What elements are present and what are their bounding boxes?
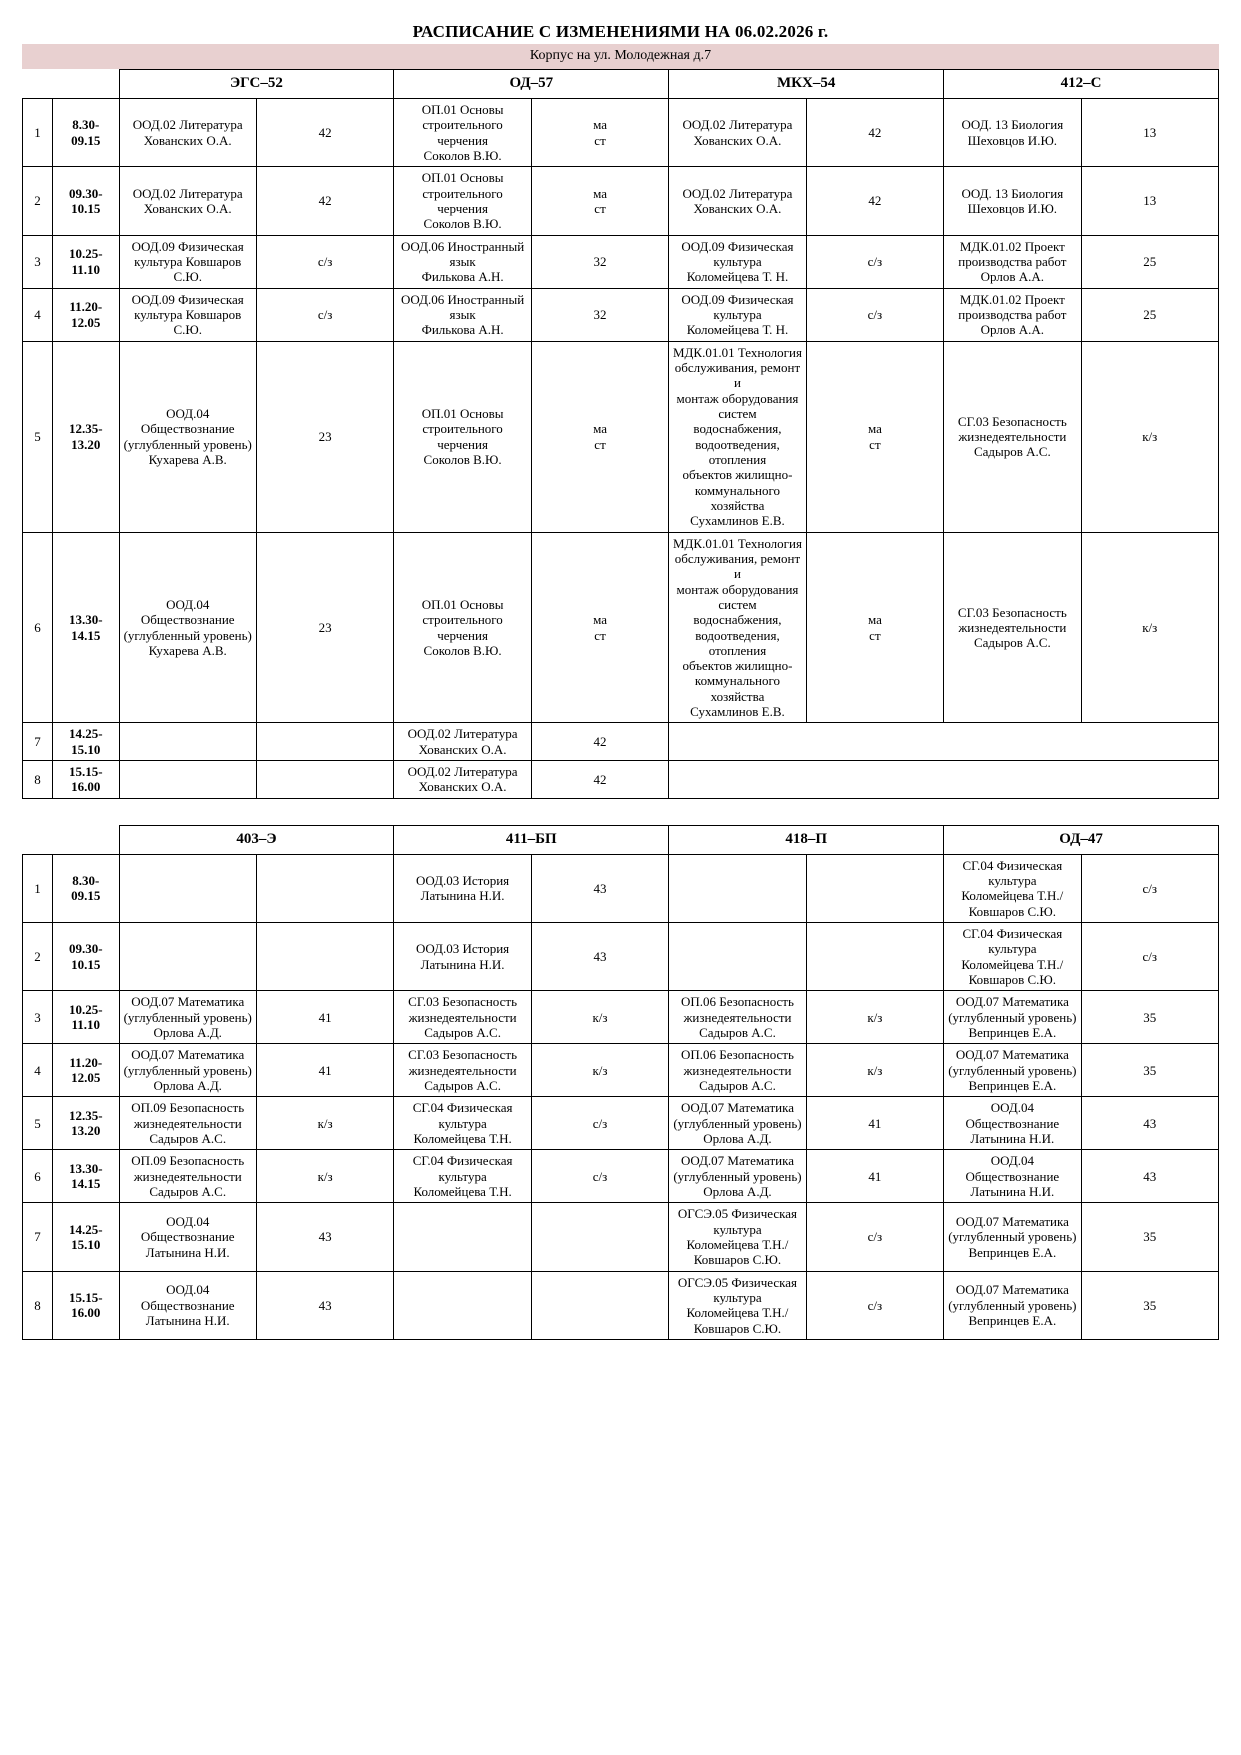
- lesson-cell: СГ.04 Физическая культура Коломейцева Т.Н.: [394, 1097, 531, 1150]
- lesson-cell: ООД.07 Математика (углубленный уровень) Орлова А.Д.: [669, 1097, 806, 1150]
- room-cell: 42: [256, 167, 393, 235]
- room-cell: ма ст: [806, 532, 943, 723]
- page-title: РАСПИСАНИЕ С ИЗМЕНЕНИЯМИ НА 06.02.2026 г.: [412, 22, 829, 41]
- room-cell: 42: [531, 723, 668, 761]
- room-cell: к/з: [531, 991, 668, 1044]
- group-header-1: ОД–57: [394, 70, 669, 99]
- lesson-time: 14.25- 15.10: [53, 723, 120, 761]
- table-row: [23, 1097, 1219, 1150]
- room-cell: ма ст: [531, 532, 668, 723]
- room-cell: 42: [256, 99, 393, 167]
- room-cell: 42: [531, 761, 668, 799]
- lesson-cell: МДК.01.02 Проект производства работ Орлов А.А.: [944, 288, 1081, 341]
- schedule-table-1: [22, 69, 1219, 799]
- room-cell: 13: [1081, 167, 1218, 235]
- lesson-cell: ОГСЭ.05 Физическая культура Коломейцева Т.Н./ Ковшаров С.Ю.: [669, 1203, 806, 1271]
- room-cell: с/з: [806, 288, 943, 341]
- room-cell: к/з: [256, 1097, 393, 1150]
- room-cell: 25: [1081, 288, 1218, 341]
- lesson-cell: СГ.03 Безопасность жизнедеятельности Садыров А.С.: [394, 1044, 531, 1097]
- lesson-cell: ОП.01 Основы строительного черчения Соколов В.Ю.: [394, 167, 531, 235]
- row-number: 6: [23, 1150, 53, 1203]
- room-cell: 32: [531, 235, 668, 288]
- room-cell: с/з: [806, 1271, 943, 1339]
- room-cell: 43: [1081, 1150, 1218, 1203]
- lesson-cell: [119, 723, 256, 761]
- room-cell: 35: [1081, 991, 1218, 1044]
- row-number: 8: [23, 761, 53, 799]
- row-number: 3: [23, 991, 53, 1044]
- lesson-cell: ООД.07 Математика (углубленный уровень) Орлова А.Д.: [669, 1150, 806, 1203]
- lesson-cell: ООД.09 Физическая культура Ковшаров С.Ю.: [119, 235, 256, 288]
- lesson-cell: ООД.04 Обществознание Латынина Н.И.: [119, 1203, 256, 1271]
- room-cell: к/з: [806, 1044, 943, 1097]
- schedule-table-2: [22, 825, 1219, 1340]
- room-cell: 43: [531, 854, 668, 922]
- lesson-cell: [119, 761, 256, 799]
- lesson-cell: ООД.04 Обществознание Латынина Н.И.: [944, 1097, 1081, 1150]
- lesson-cell: ООД.07 Математика (углубленный уровень) Орлова А.Д.: [119, 991, 256, 1044]
- room-cell: к/з: [1081, 532, 1218, 723]
- room-cell: с/з: [1081, 923, 1218, 991]
- lesson-cell: ООД.03 История Латынина Н.И.: [394, 854, 531, 922]
- lesson-cell: ООД.04 Обществознание Латынина Н.И.: [944, 1150, 1081, 1203]
- lesson-cell: ООД.09 Физическая культура Коломейцева Т. Н.: [669, 235, 806, 288]
- room-cell: ма ст: [531, 167, 668, 235]
- lesson-cell: [669, 854, 806, 922]
- lesson-time: 13.30- 14.15: [53, 532, 120, 723]
- schedule-table-1-body: [23, 99, 1219, 799]
- lesson-cell: [394, 1271, 531, 1339]
- lesson-cell: ОП.09 Безопасность жизнедеятельности Садыров А.С.: [119, 1097, 256, 1150]
- lesson-cell: ООД.04 Обществознание Латынина Н.И.: [119, 1271, 256, 1339]
- room-cell: 23: [256, 532, 393, 723]
- lesson-cell-empty-merged: [669, 761, 1219, 799]
- room-cell: 43: [256, 1203, 393, 1271]
- room-cell: [806, 854, 943, 922]
- lesson-cell: ОГСЭ.05 Физическая культура Коломейцева Т.Н./ Ковшаров С.Ю.: [669, 1271, 806, 1339]
- lesson-cell: [394, 1203, 531, 1271]
- lesson-time: 15.15- 16.00: [53, 1271, 120, 1339]
- row-number-header: [23, 70, 53, 99]
- table-row: [23, 854, 1219, 922]
- table-row: [23, 761, 1219, 799]
- lesson-cell: ООД.02 Литература Хованских О.А.: [394, 723, 531, 761]
- building-subtitle: Корпус на ул. Молодежная д.7: [22, 44, 1219, 69]
- lesson-cell: ООД.02 Литература Хованских О.А.: [119, 167, 256, 235]
- row-number: 3: [23, 235, 53, 288]
- room-cell: ма ст: [531, 341, 668, 532]
- room-cell: ма ст: [531, 99, 668, 167]
- table-row: [23, 235, 1219, 288]
- lesson-cell: СГ.04 Физическая культура Коломейцева Т.Н.: [394, 1150, 531, 1203]
- row-number-header: [23, 825, 53, 854]
- room-cell: 43: [256, 1271, 393, 1339]
- row-number: 8: [23, 1271, 53, 1339]
- room-cell: 41: [256, 1044, 393, 1097]
- table-row: [23, 167, 1219, 235]
- table-row: [23, 288, 1219, 341]
- lesson-cell: ОП.09 Безопасность жизнедеятельности Садыров А.С.: [119, 1150, 256, 1203]
- table-header-row: [23, 70, 1219, 99]
- lesson-time: 10.25- 11.10: [53, 235, 120, 288]
- table-row: [23, 341, 1219, 532]
- room-cell: 23: [256, 341, 393, 532]
- lesson-time: 10.25- 11.10: [53, 991, 120, 1044]
- lesson-time: 8.30- 09.15: [53, 854, 120, 922]
- room-cell: к/з: [256, 1150, 393, 1203]
- lesson-cell: ООД.07 Математика (углубленный уровень) Вепринцев Е.А.: [944, 1203, 1081, 1271]
- table-header-row: [23, 825, 1219, 854]
- room-cell: 41: [256, 991, 393, 1044]
- lesson-time: 09.30- 10.15: [53, 923, 120, 991]
- lesson-cell: ООД.07 Математика (углубленный уровень) Вепринцев Е.А.: [944, 991, 1081, 1044]
- lesson-cell: ООД.02 Литература Хованских О.А.: [119, 99, 256, 167]
- lesson-cell: [119, 854, 256, 922]
- room-cell: с/з: [256, 288, 393, 341]
- room-cell: [256, 761, 393, 799]
- room-cell: 35: [1081, 1044, 1218, 1097]
- lesson-cell: ООД.02 Литература Хованских О.А.: [669, 99, 806, 167]
- room-cell: к/з: [531, 1044, 668, 1097]
- room-cell: 42: [806, 167, 943, 235]
- room-cell: 41: [806, 1150, 943, 1203]
- lesson-cell: ОП.01 Основы строительного черчения Соколов В.Ю.: [394, 532, 531, 723]
- lesson-cell: СГ.04 Физическая культура Коломейцева Т.Н./ Ковшаров С.Ю.: [944, 854, 1081, 922]
- row-number: 6: [23, 532, 53, 723]
- table-row: [23, 1150, 1219, 1203]
- room-cell: 32: [531, 288, 668, 341]
- room-cell: [256, 723, 393, 761]
- row-number: 4: [23, 288, 53, 341]
- lesson-cell: ООД.03 История Латынина Н.И.: [394, 923, 531, 991]
- lesson-cell: СГ.04 Физическая культура Коломейцева Т.Н./ Ковшаров С.Ю.: [944, 923, 1081, 991]
- lesson-cell: ООД.06 Иностранный язык Филькова А.Н.: [394, 288, 531, 341]
- lesson-time: 12.35- 13.20: [53, 341, 120, 532]
- row-number: 1: [23, 99, 53, 167]
- room-cell: ма ст: [806, 341, 943, 532]
- lesson-cell: СГ.03 Безопасность жизнедеятельности Садыров А.С.: [944, 532, 1081, 723]
- room-cell: с/з: [256, 235, 393, 288]
- lesson-cell: ОП.01 Основы строительного черчения Соколов В.Ю.: [394, 341, 531, 532]
- lesson-cell: [669, 923, 806, 991]
- lesson-cell: [119, 923, 256, 991]
- group-header-1: 411–БП: [394, 825, 669, 854]
- table-row: [23, 923, 1219, 991]
- group-header-3: 412–С: [944, 70, 1219, 99]
- lesson-cell: ООД. 13 Биология Шеховцов И.Ю.: [944, 167, 1081, 235]
- room-cell: [256, 854, 393, 922]
- lesson-cell: ООД.04 Обществознание (углубленный уровень) Кухарева А.В.: [119, 341, 256, 532]
- lesson-cell-empty-merged: [669, 723, 1219, 761]
- table-spacer: [22, 799, 1219, 825]
- room-cell: с/з: [806, 1203, 943, 1271]
- group-header-0: 403–Э: [119, 825, 394, 854]
- table-row: [23, 1203, 1219, 1271]
- room-cell: 13: [1081, 99, 1218, 167]
- room-cell: с/з: [1081, 854, 1218, 922]
- time-header: [53, 825, 120, 854]
- room-cell: [256, 923, 393, 991]
- schedule-table-2-body: [23, 854, 1219, 1339]
- room-cell: 35: [1081, 1271, 1218, 1339]
- table-row: [23, 991, 1219, 1044]
- room-cell: 42: [806, 99, 943, 167]
- room-cell: с/з: [531, 1097, 668, 1150]
- lesson-cell: СГ.03 Безопасность жизнедеятельности Садыров А.С.: [944, 341, 1081, 532]
- lesson-cell: СГ.03 Безопасность жизнедеятельности Садыров А.С.: [394, 991, 531, 1044]
- row-number: 7: [23, 1203, 53, 1271]
- lesson-time: 12.35- 13.20: [53, 1097, 120, 1150]
- lesson-time: 14.25- 15.10: [53, 1203, 120, 1271]
- lesson-cell: МДК.01.01 Технология обслуживания, ремонт и монтаж оборудования систем водоснабжения, водоотведения, отопления объектов жилищно- коммунального хозяйства Сухамлинов Е.В.: [669, 341, 806, 532]
- lesson-cell: ООД.02 Литература Хованских О.А.: [394, 761, 531, 799]
- room-cell: [806, 923, 943, 991]
- table-row: [23, 723, 1219, 761]
- lesson-time: 09.30- 10.15: [53, 167, 120, 235]
- lesson-cell: МДК.01.01 Технология обслуживания, ремонт и монтаж оборудования систем водоснабжения, водоотведения, отопления объектов жилищно- коммунального хозяйства Сухамлинов Е.В.: [669, 532, 806, 723]
- row-number: 5: [23, 1097, 53, 1150]
- table-row: [23, 1044, 1219, 1097]
- lesson-cell: ООД.04 Обществознание (углубленный уровень) Кухарева А.В.: [119, 532, 256, 723]
- room-cell: 25: [1081, 235, 1218, 288]
- lesson-time: 11.20- 12.05: [53, 1044, 120, 1097]
- lesson-cell: МДК.01.02 Проект производства работ Орлов А.А.: [944, 235, 1081, 288]
- room-cell: 43: [531, 923, 668, 991]
- room-cell: [531, 1271, 668, 1339]
- lesson-cell: ОП.06 Безопасность жизнедеятельности Садыров А.С.: [669, 991, 806, 1044]
- row-number: 2: [23, 167, 53, 235]
- room-cell: к/з: [806, 991, 943, 1044]
- lesson-cell: ООД.02 Литература Хованских О.А.: [669, 167, 806, 235]
- group-header-0: ЭГС–52: [119, 70, 394, 99]
- group-header-2: 418–П: [669, 825, 944, 854]
- row-number: 5: [23, 341, 53, 532]
- room-cell: 35: [1081, 1203, 1218, 1271]
- table-row: [23, 1271, 1219, 1339]
- lesson-time: 13.30- 14.15: [53, 1150, 120, 1203]
- row-number: 1: [23, 854, 53, 922]
- row-number: 2: [23, 923, 53, 991]
- lesson-cell: ООД.07 Математика (углубленный уровень) Орлова А.Д.: [119, 1044, 256, 1097]
- room-cell: [531, 1203, 668, 1271]
- group-header-3: ОД–47: [944, 825, 1219, 854]
- table-row: [23, 532, 1219, 723]
- table-row: [23, 99, 1219, 167]
- lesson-cell: ОП.06 Безопасность жизнедеятельности Садыров А.С.: [669, 1044, 806, 1097]
- room-cell: 43: [1081, 1097, 1218, 1150]
- lesson-time: 11.20- 12.05: [53, 288, 120, 341]
- room-cell: с/з: [531, 1150, 668, 1203]
- room-cell: к/з: [1081, 341, 1218, 532]
- lesson-cell: ООД.07 Математика (углубленный уровень) Вепринцев Е.А.: [944, 1044, 1081, 1097]
- lesson-cell: ООД.07 Математика (углубленный уровень) Вепринцев Е.А.: [944, 1271, 1081, 1339]
- group-header-2: МКХ–54: [669, 70, 944, 99]
- room-cell: с/з: [806, 235, 943, 288]
- lesson-cell: ООД. 13 Биология Шеховцов И.Ю.: [944, 99, 1081, 167]
- row-number: 4: [23, 1044, 53, 1097]
- room-cell: 41: [806, 1097, 943, 1150]
- lesson-cell: ООД.09 Физическая культура Коломейцева Т. Н.: [669, 288, 806, 341]
- time-header: [53, 70, 120, 99]
- lesson-cell: ОП.01 Основы строительного черчения Соколов В.Ю.: [394, 99, 531, 167]
- row-number: 7: [23, 723, 53, 761]
- lesson-cell: ООД.06 Иностранный язык Филькова А.Н.: [394, 235, 531, 288]
- lesson-time: 8.30- 09.15: [53, 99, 120, 167]
- lesson-cell: ООД.09 Физическая культура Ковшаров С.Ю.: [119, 288, 256, 341]
- lesson-time: 15.15- 16.00: [53, 761, 120, 799]
